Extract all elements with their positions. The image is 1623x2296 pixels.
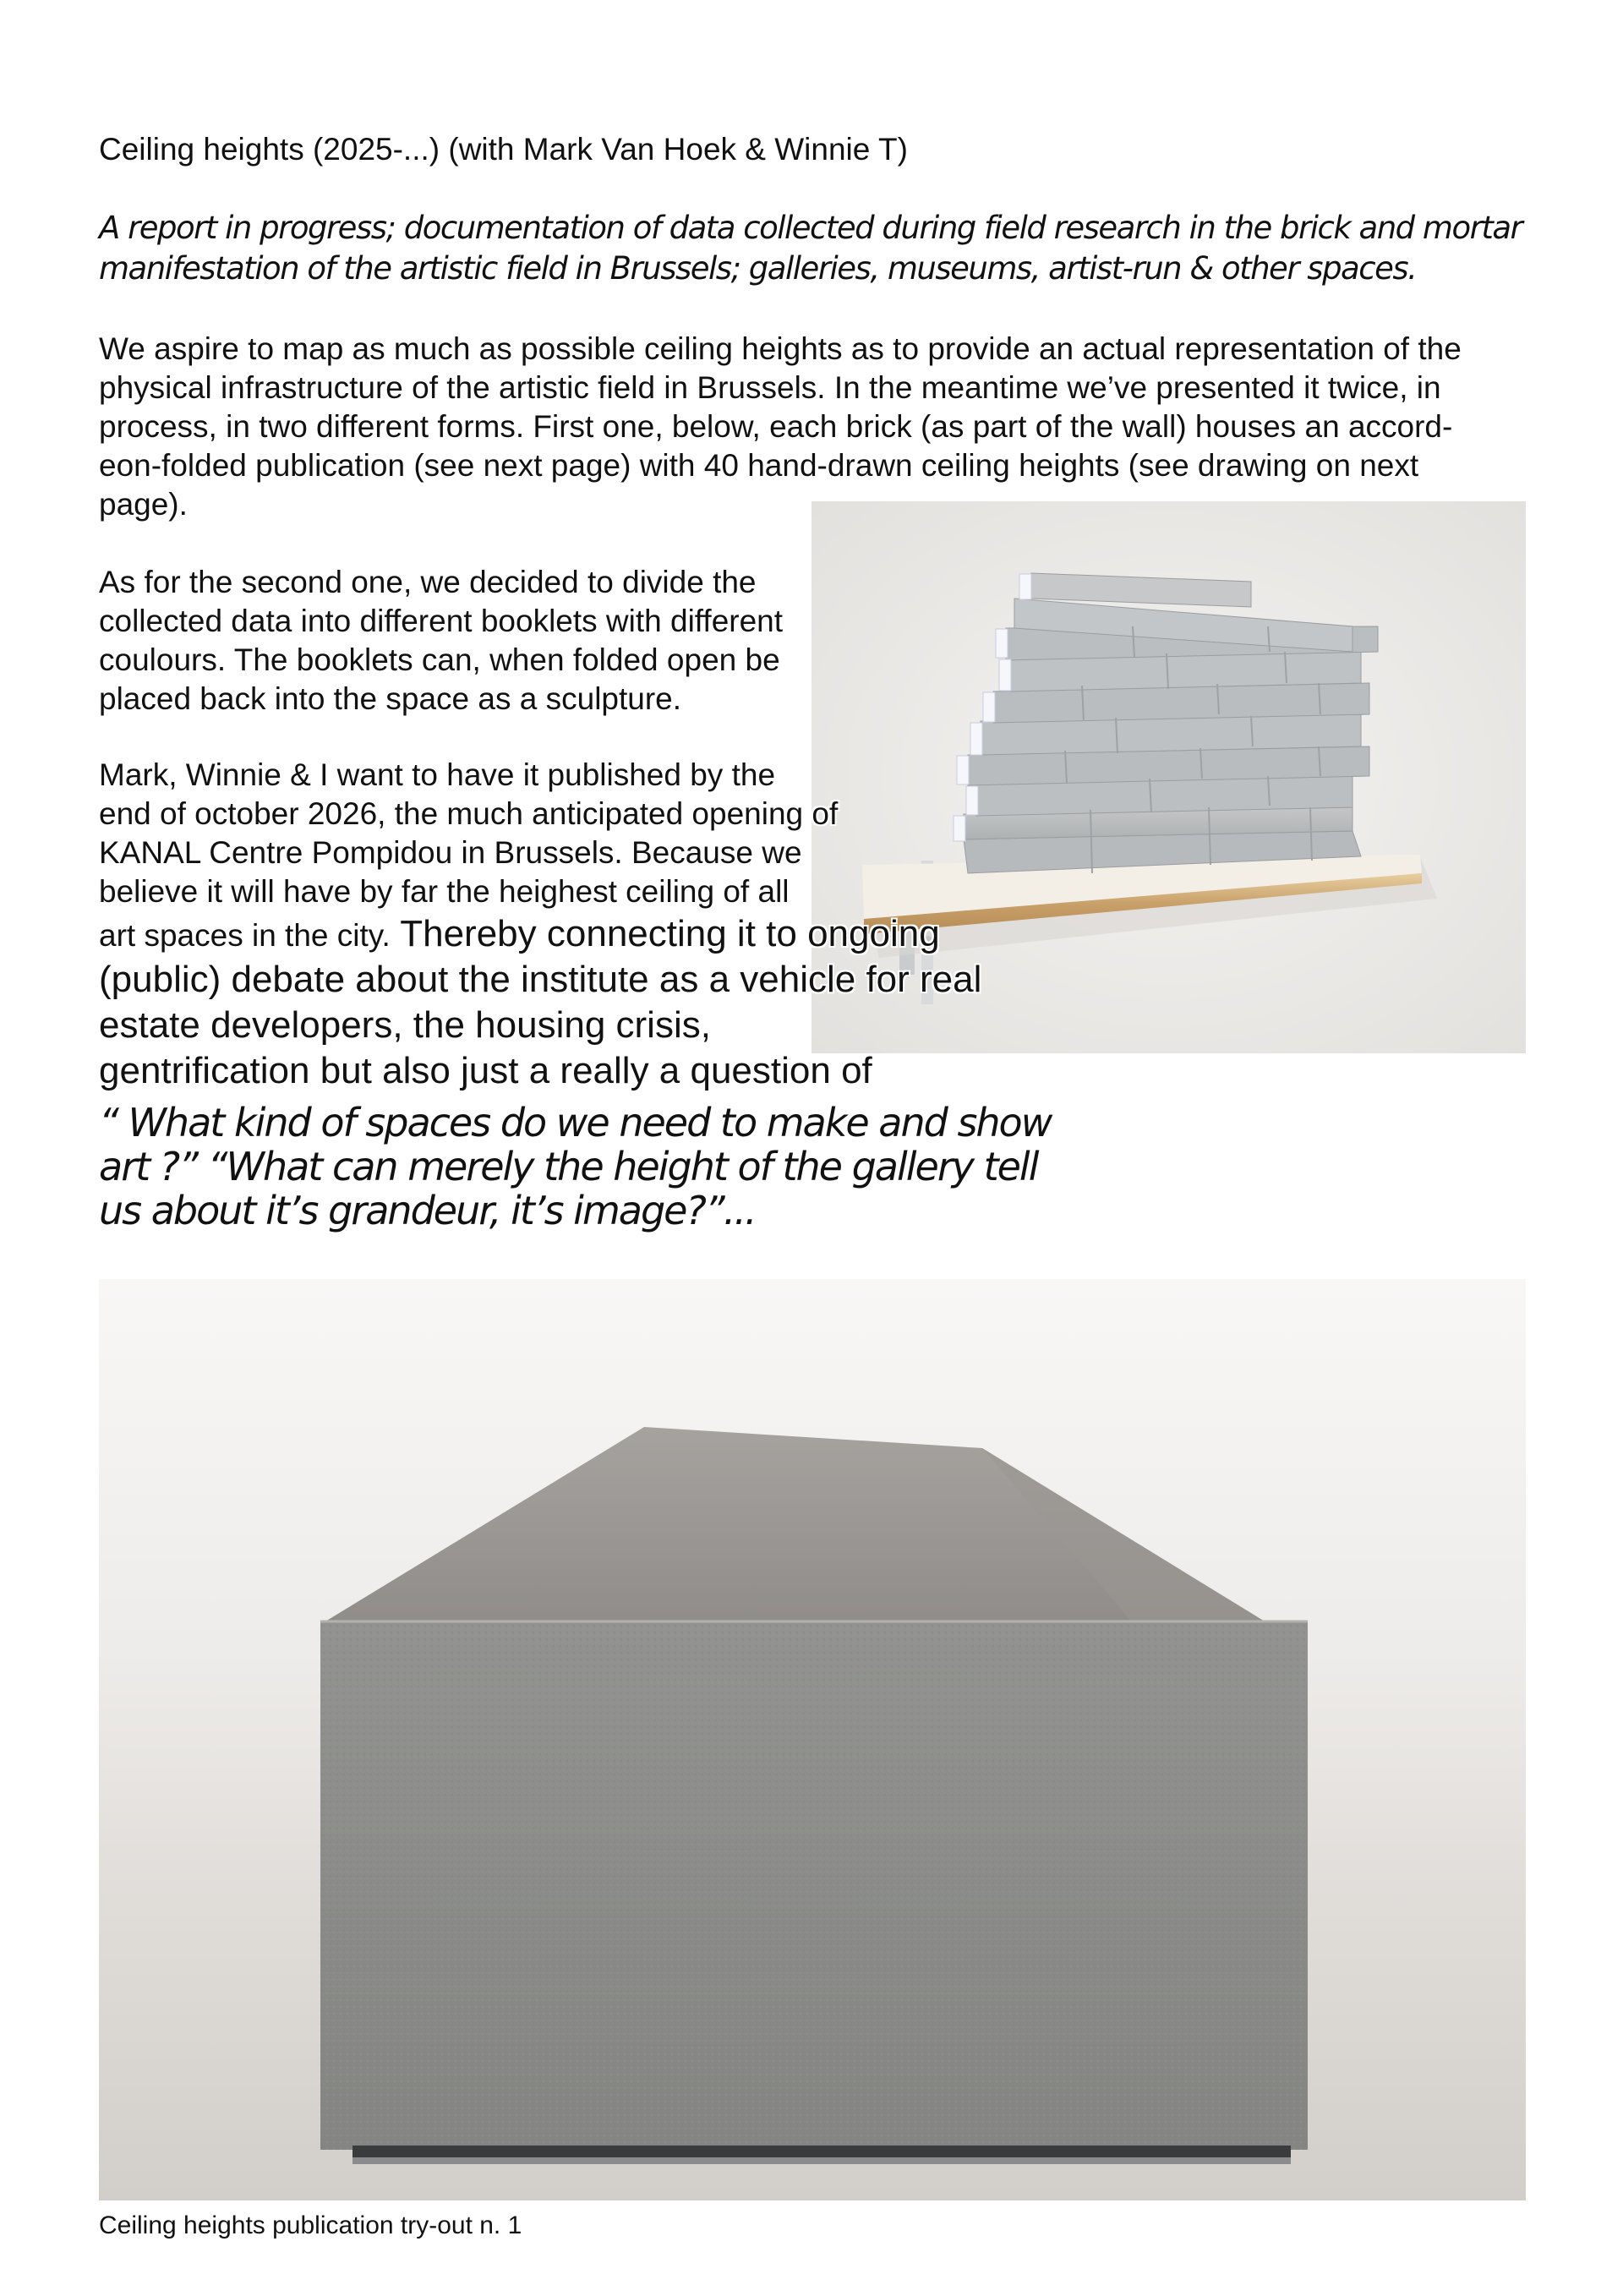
intro-line: manifestation of the artistic field in Brussels; galleries, museums, artist-run & other spaces. (99, 250, 1417, 287)
quote-line: “ What kind of spaces do we need to make and show (99, 1100, 1052, 1145)
paragraph-line: Mark, Winnie & I want to have it published by the (99, 757, 776, 792)
quote-line: art ?” “What can merely the height of the gallery tell (99, 1144, 1038, 1189)
paragraph-2 (99, 563, 783, 719)
paragraph-text-large: Thereby connecting it to ongoing (390, 913, 940, 954)
intro-text (99, 208, 1522, 289)
paragraph-line: We aspire to map as much as possible ceiling heights as to provide an actual representation of the (99, 331, 1462, 366)
paragraph-line: placed back into the space as a sculpture. (99, 681, 682, 716)
paragraph-line-mixed (99, 911, 981, 957)
paragraph-line: page). (99, 487, 188, 522)
paragraph-line: physical infrastructure of the artistic field in Brussels. In the meantime we’ve presented it twice, in (99, 370, 1441, 405)
paragraph-line: coulours. The booklets can, when folded open be (99, 642, 780, 677)
document-title: Ceiling heights (2025-...) (with Mark Van Hoek & Winnie T) (99, 132, 908, 167)
paragraph-text-small: art spaces in the city. (99, 918, 391, 953)
paragraph-line: estate developers, the housing crisis, (99, 1004, 711, 1046)
paragraph-line: KANAL Centre Pompidou in Brussels. Because we (99, 835, 802, 870)
quote-text (99, 1101, 1051, 1233)
paragraph-line: eon-folded publication (see next page) with 40 hand-drawn ceiling heights (see drawing on next (99, 448, 1419, 483)
paragraph-line: process, in two different forms. First one, below, each brick (as part of the wall) houses an accord- (99, 409, 1453, 444)
paragraph-line: (public) debate about the institute as a vehicle for real (99, 959, 982, 1000)
paragraph-3 (99, 756, 981, 1094)
paragraph-line: believe it will have by far the heighest ceiling of all (99, 874, 790, 909)
paragraph-line: collected data into different booklets with different (99, 604, 784, 638)
photo-caption: Ceiling heights publication try-out n. 1 (99, 2211, 522, 2239)
paragraph-1 (99, 330, 1462, 524)
intro-line: A report in progress; documentation of data collected during field research in the brick and mortar (99, 210, 1522, 246)
paragraph-line: gentrification but also just a really a question of (99, 1050, 872, 1091)
quote-line: us about it’s grandeur, it’s image?”... (99, 1188, 756, 1233)
paragraph-line: end of october 2026, the much anticipated opening of (99, 796, 839, 831)
single-brick-photo (99, 1279, 1526, 2200)
single-brick-illustration (99, 1279, 1526, 2200)
paragraph-line: As for the second one, we decided to divide the (99, 565, 757, 599)
